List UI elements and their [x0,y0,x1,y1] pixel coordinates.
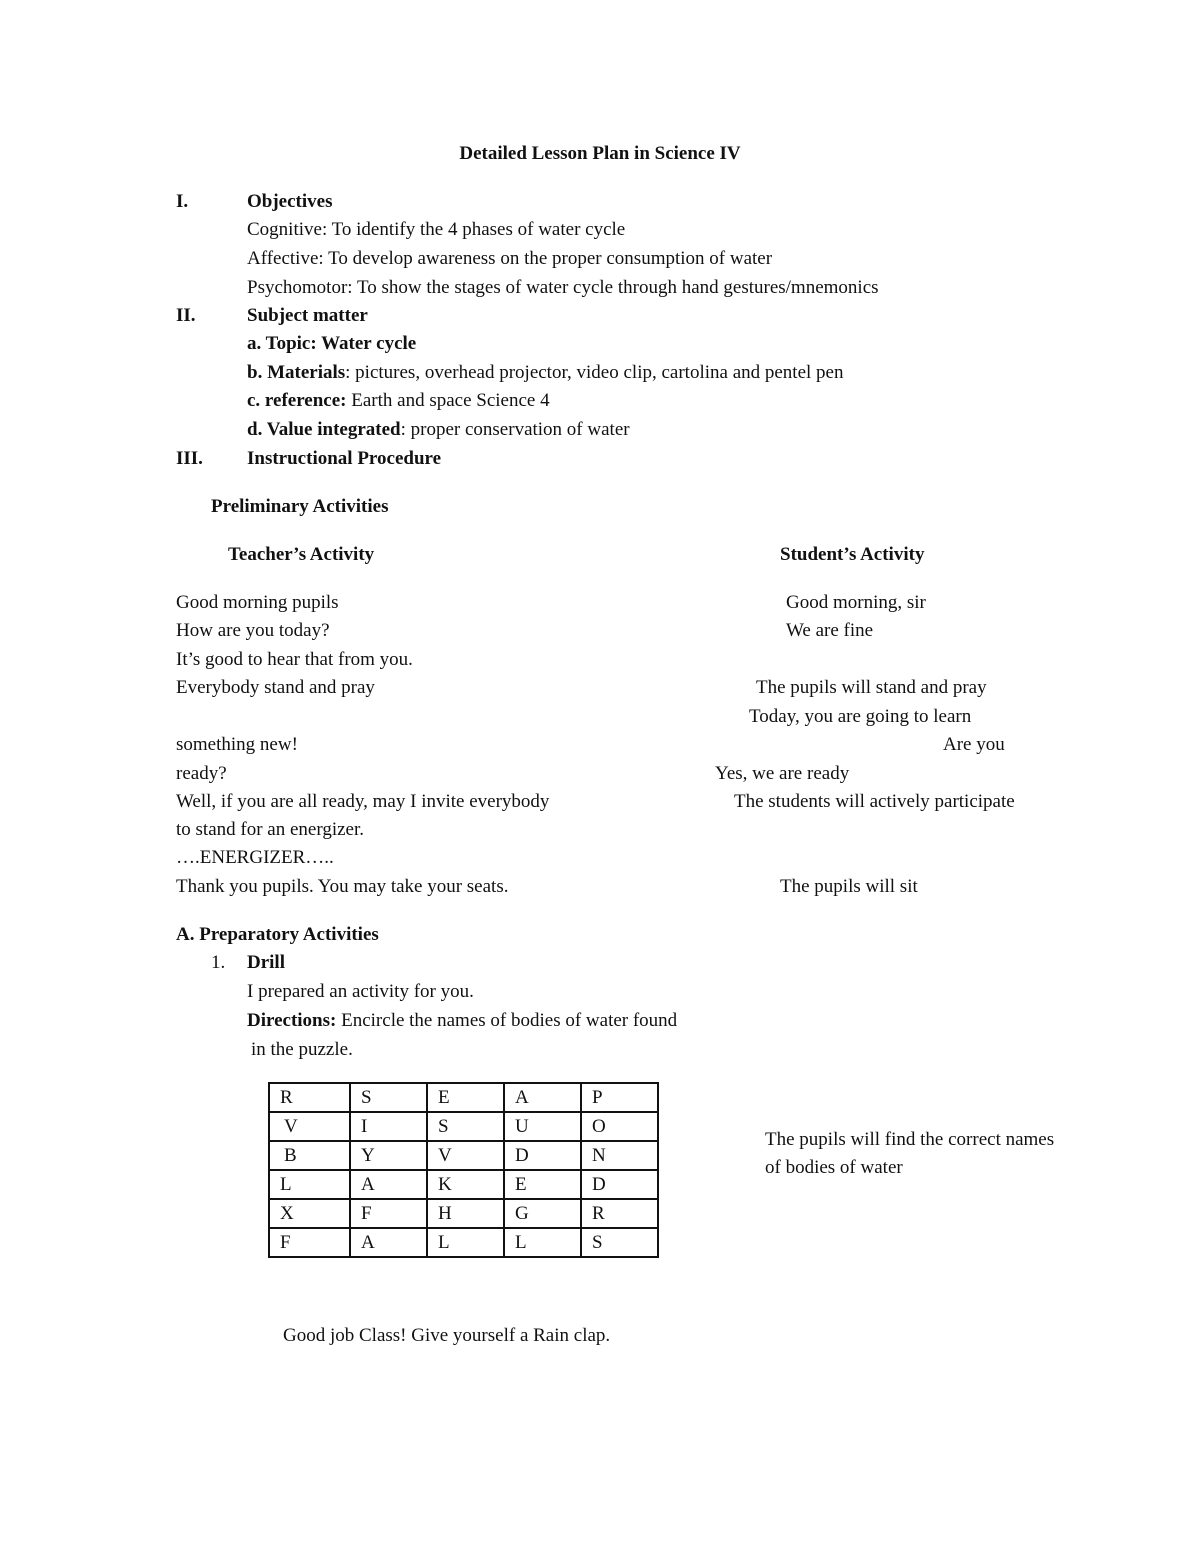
puzzle-cell[interactable]: L [504,1228,581,1257]
drill-heading: Drill [247,952,285,973]
section-numeral: III. [176,448,203,469]
reference-value: Earth and space Science 4 [346,390,550,411]
materials-line [247,361,843,385]
teacher-line: something new! [176,734,298,755]
subject-matter-heading: Subject matter [247,305,368,326]
puzzle-cell[interactable]: F [350,1199,427,1228]
word-puzzle [268,1082,659,1258]
puzzle-row [269,1228,658,1257]
puzzle-cell[interactable]: I [350,1112,427,1141]
directions-continuation: in the puzzle. [251,1039,353,1060]
reference-label: c. reference: [247,390,347,411]
puzzle-row [269,1141,658,1170]
objective-cognitive: Cognitive: To identify the 4 phases of water cycle [247,219,626,240]
puzzle-cell[interactable]: A [350,1170,427,1199]
puzzle-cell[interactable]: S [581,1228,658,1257]
puzzle-cell[interactable]: K [427,1170,504,1199]
student-line: Today, you are going to learn [749,706,972,727]
teacher-line: ready? [176,763,227,784]
puzzle-cell[interactable]: R [581,1199,658,1228]
puzzle-cell[interactable]: Y [350,1141,427,1170]
reference-line [247,389,550,413]
puzzle-row [269,1083,658,1112]
closing-line: Good job Class! Give yourself a Rain clap. [283,1325,611,1346]
teacher-line: It’s good to hear that from you. [176,649,413,670]
preparatory-heading: A. Preparatory Activities [176,924,379,945]
directions-line [247,1009,677,1033]
puzzle-cell[interactable]: O [581,1112,658,1141]
student-response-line: The pupils will find the correct names [765,1129,1055,1150]
teacher-activity-heading: Teacher’s Activity [228,544,375,565]
puzzle-cell[interactable]: L [427,1228,504,1257]
puzzle-row [269,1170,658,1199]
drill-intro: I prepared an activity for you. [247,981,474,1002]
teacher-line: Well, if you are all ready, may I invite everybody [176,791,550,812]
value-line [247,418,630,442]
preliminary-heading: Preliminary Activities [211,496,389,517]
puzzle-cell[interactable]: V [269,1112,350,1141]
topic-line: a. Topic: Water cycle [247,333,417,354]
puzzle-cell[interactable]: G [504,1199,581,1228]
teacher-line: Good morning pupils [176,592,339,613]
objective-psychomotor: Psychomotor: To show the stages of water cycle through hand gestures/mnemonics [247,277,879,298]
puzzle-cell[interactable]: L [269,1170,350,1199]
objectives-heading: Objectives [247,191,333,212]
directions-label: Directions: [247,1010,337,1031]
objective-affective: Affective: To develop awareness on the proper consumption of water [247,248,773,269]
materials-value: : pictures, overhead projector, video clip, cartolina and pentel pen [345,362,844,383]
puzzle-cell[interactable]: E [504,1170,581,1199]
value-label: d. Value integrated [247,419,401,440]
value-value: : proper conservation of water [400,419,630,440]
teacher-line: Everybody stand and pray [176,677,375,698]
student-line: The students will actively participate [734,791,1015,812]
teacher-line: How are you today? [176,620,330,641]
directions-text: Encircle the names of bodies of water found [336,1010,678,1031]
materials-label: b. Materials [247,362,346,383]
student-response-line: of bodies of water [765,1157,903,1178]
puzzle-cell[interactable]: U [504,1112,581,1141]
section-numeral: I. [176,191,189,212]
puzzle-cell[interactable]: N [581,1141,658,1170]
puzzle-cell[interactable]: P [581,1083,658,1112]
puzzle-cell[interactable]: X [269,1199,350,1228]
puzzle-cell[interactable]: H [427,1199,504,1228]
puzzle-row [269,1199,658,1228]
puzzle-cell[interactable]: A [350,1228,427,1257]
puzzle-cell[interactable]: B [269,1141,350,1170]
puzzle-cell[interactable]: A [504,1083,581,1112]
student-activity-heading: Student’s Activity [780,544,925,565]
drill-number: 1. [211,952,226,973]
student-line: The pupils will sit [780,876,918,897]
student-line: Are you [943,734,1005,755]
student-line: We are fine [786,620,874,641]
puzzle-cell[interactable]: S [350,1083,427,1112]
puzzle-cell[interactable]: V [427,1141,504,1170]
puzzle-row [269,1112,658,1141]
puzzle-cell[interactable]: D [581,1170,658,1199]
puzzle-cell[interactable]: S [427,1112,504,1141]
teacher-line: Thank you pupils. You may take your seats. [176,876,509,897]
teacher-line: ….ENERGIZER….. [176,847,334,868]
student-line: Good morning, sir [786,592,926,613]
page-title: Detailed Lesson Plan in Science IV [459,143,741,164]
section-numeral: II. [176,305,196,326]
procedure-heading: Instructional Procedure [247,448,442,469]
student-line: Yes, we are ready [715,763,850,784]
teacher-line: to stand for an energizer. [176,819,364,840]
puzzle-cell[interactable]: F [269,1228,350,1257]
puzzle-cell[interactable]: R [269,1083,350,1112]
puzzle-cell[interactable]: D [504,1141,581,1170]
puzzle-cell[interactable]: E [427,1083,504,1112]
student-line: The pupils will stand and pray [756,677,987,698]
